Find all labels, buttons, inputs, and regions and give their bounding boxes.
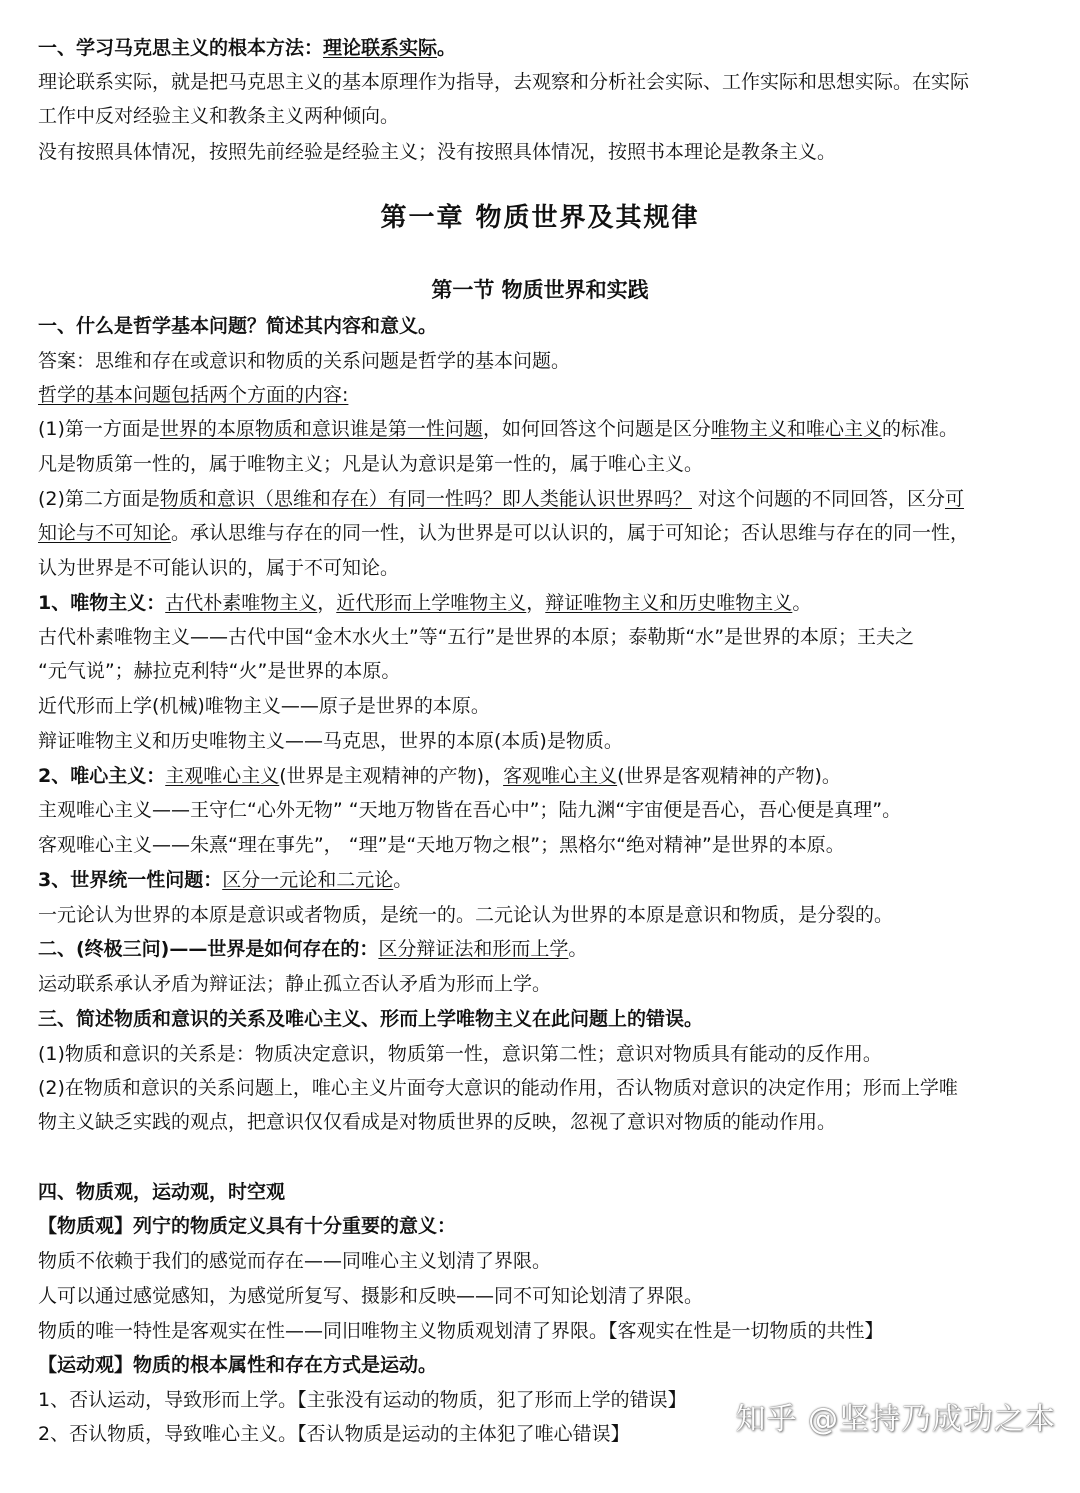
idealism-heading: 2、唯心主义：主观唯心主义(世界是主观精神的产物)，客观唯心主义(世界是客观精神的产物)。 xyxy=(38,765,841,787)
q1-answer: 答案：思维和存在或意识和物质的关系问题是哲学的基本问题。 xyxy=(38,350,571,372)
motion-point-2: 2、否认物质，导致唯心主义。【否认物质是运动的主体犯了唯心错误】 xyxy=(38,1423,630,1445)
q1-aspect-1: (1)第一方面是世界的本原物质和意识谁是第一性问题，如何回答这个问题是区分唯物主义和唯心主义的标准。 xyxy=(38,418,958,440)
q1-aspect-2-cont: 知论与不可知论。承认思维与存在的同一性，认为世界是可以认识的，属于可知论；否认思维与存在的同一性， xyxy=(38,522,970,544)
intro-paragraph-1a: 理论联系实际，就是把马克思主义的基本原理作为指导，去观察和分析社会实际、工作实际和思想实际。在实际 xyxy=(38,71,970,93)
q1-aspect-1-note: 凡是物质第一性的，属于唯物主义；凡是认为意识是第一性的，属于唯心主义。 xyxy=(38,453,704,475)
matter-point-3: 物质的唯一特性是客观实在性——同旧唯物主义物质观划清了界限。【客观实在性是一切物质的共性】 xyxy=(38,1320,884,1342)
q1-heading: 一、什么是哲学基本问题？简述其内容和意义。 xyxy=(38,315,438,337)
idealism-subjective: 主观唯心主义——王守仁“心外无物” “天地万物皆在吾心中”；陆九渊“宇宙便是吾心，吾心便是真理”。 xyxy=(38,799,902,821)
q1-intro: 哲学的基本问题包括两个方面的内容: xyxy=(38,384,349,406)
materialism-dialectical: 辩证唯物主义和历史唯物主义——马克思，世界的本原(本质)是物质。 xyxy=(38,730,623,752)
q1-aspect-2-end: 认为世界是不可能认识的，属于不可知论。 xyxy=(38,557,400,579)
matter-heading: 【物质观】列宁的物质定义具有十分重要的意义： xyxy=(38,1215,457,1237)
unity-text: 一元论认为世界的本原是意识或者物质，是统一的。二元论认为世界的本原是意识和物质，是分裂的。 xyxy=(38,904,894,926)
chapter-title: 第一章 物质世界及其规律 xyxy=(380,203,700,233)
materialism-heading: 1、唯物主义：古代朴素唯物主义，近代形而上学唯物主义，辩证唯物主义和历史唯物主义。 xyxy=(38,592,812,614)
intro-paragraph-1b: 工作中反对经验主义和教条主义两种倾向。 xyxy=(38,105,400,127)
q2-heading: 二、(终极三问)——世界是如何存在的：区分辩证法和形而上学。 xyxy=(38,938,588,960)
materialism-ancient-a: 古代朴素唯物主义——古代中国“金木水火土”等“五行”是世界的本原；泰勒斯“水”是世界的本原；王夫之 xyxy=(38,626,915,648)
q1-aspect-2: (2)第二方面是物质和意识（思维和存在）有同一性吗？即人类能认识世界吗？ 对这个问题的不同回答，区分可 xyxy=(38,488,964,510)
q3-text-1: (1)物质和意识的关系是：物质决定意识，物质第一性，意识第二性；意识对物质具有能动的反作用。 xyxy=(38,1043,882,1065)
intro-paragraph-2: 没有按照具体情况，按照先前经验是经验主义；没有按照具体情况，按照书本理论是教条主义。 xyxy=(38,141,837,163)
q4-heading: 四、物质观，运动观，时空观 xyxy=(38,1181,286,1203)
q2-text: 运动联系承认矛盾为辩证法；静止孤立否认矛盾为形而上学。 xyxy=(38,973,552,995)
materialism-modern: 近代形而上学(机械)唯物主义——原子是世界的本原。 xyxy=(38,695,490,717)
q3-text-2a: (2)在物质和意识的关系问题上，唯心主义片面夸大意识的能动作用，否认物质对意识的决定作用；形而上学唯 xyxy=(38,1077,958,1099)
motion-point-1: 1、否认运动，导致形而上学。【主张没有运动的物质，犯了形而上学的错误】 xyxy=(38,1389,687,1411)
intro-heading: 一、学习马克思主义的根本方法：理论联系实际。 xyxy=(38,37,457,59)
materialism-ancient-b: “元气说”；赫拉克利特“火”是世界的本原。 xyxy=(38,660,401,682)
motion-heading: 【运动观】物质的根本属性和存在方式是运动。 xyxy=(38,1354,438,1376)
section-title: 第一节 物质世界和实践 xyxy=(431,278,649,302)
unity-heading: 3、世界统一性问题：区分一元论和二元论。 xyxy=(38,869,413,891)
q3-text-2b: 物主义缺乏实践的观点，把意识仅仅看成是对物质世界的反映，忽视了意识对物质的能动作用。 xyxy=(38,1111,837,1133)
intro-heading-underlined: 理论联系实际 xyxy=(323,37,438,59)
zhihu-watermark: 知乎 @坚持乃成功之本 xyxy=(735,1402,1056,1437)
q3-heading: 三、简述物质和意识的关系及唯心主义、形而上学唯物主义在此问题上的错误。 xyxy=(38,1008,704,1030)
matter-point-2: 人可以通过感觉感知，为感觉所复写、摄影和反映——同不可知论划清了界限。 xyxy=(38,1285,704,1307)
matter-point-1: 物质不依赖于我们的感觉而存在——同唯心主义划清了界限。 xyxy=(38,1250,552,1272)
idealism-objective: 客观唯心主义——朱熹“理在事先”， “理”是“天地万物之根”；黑格尔“绝对精神”是世界的本原。 xyxy=(38,834,845,856)
